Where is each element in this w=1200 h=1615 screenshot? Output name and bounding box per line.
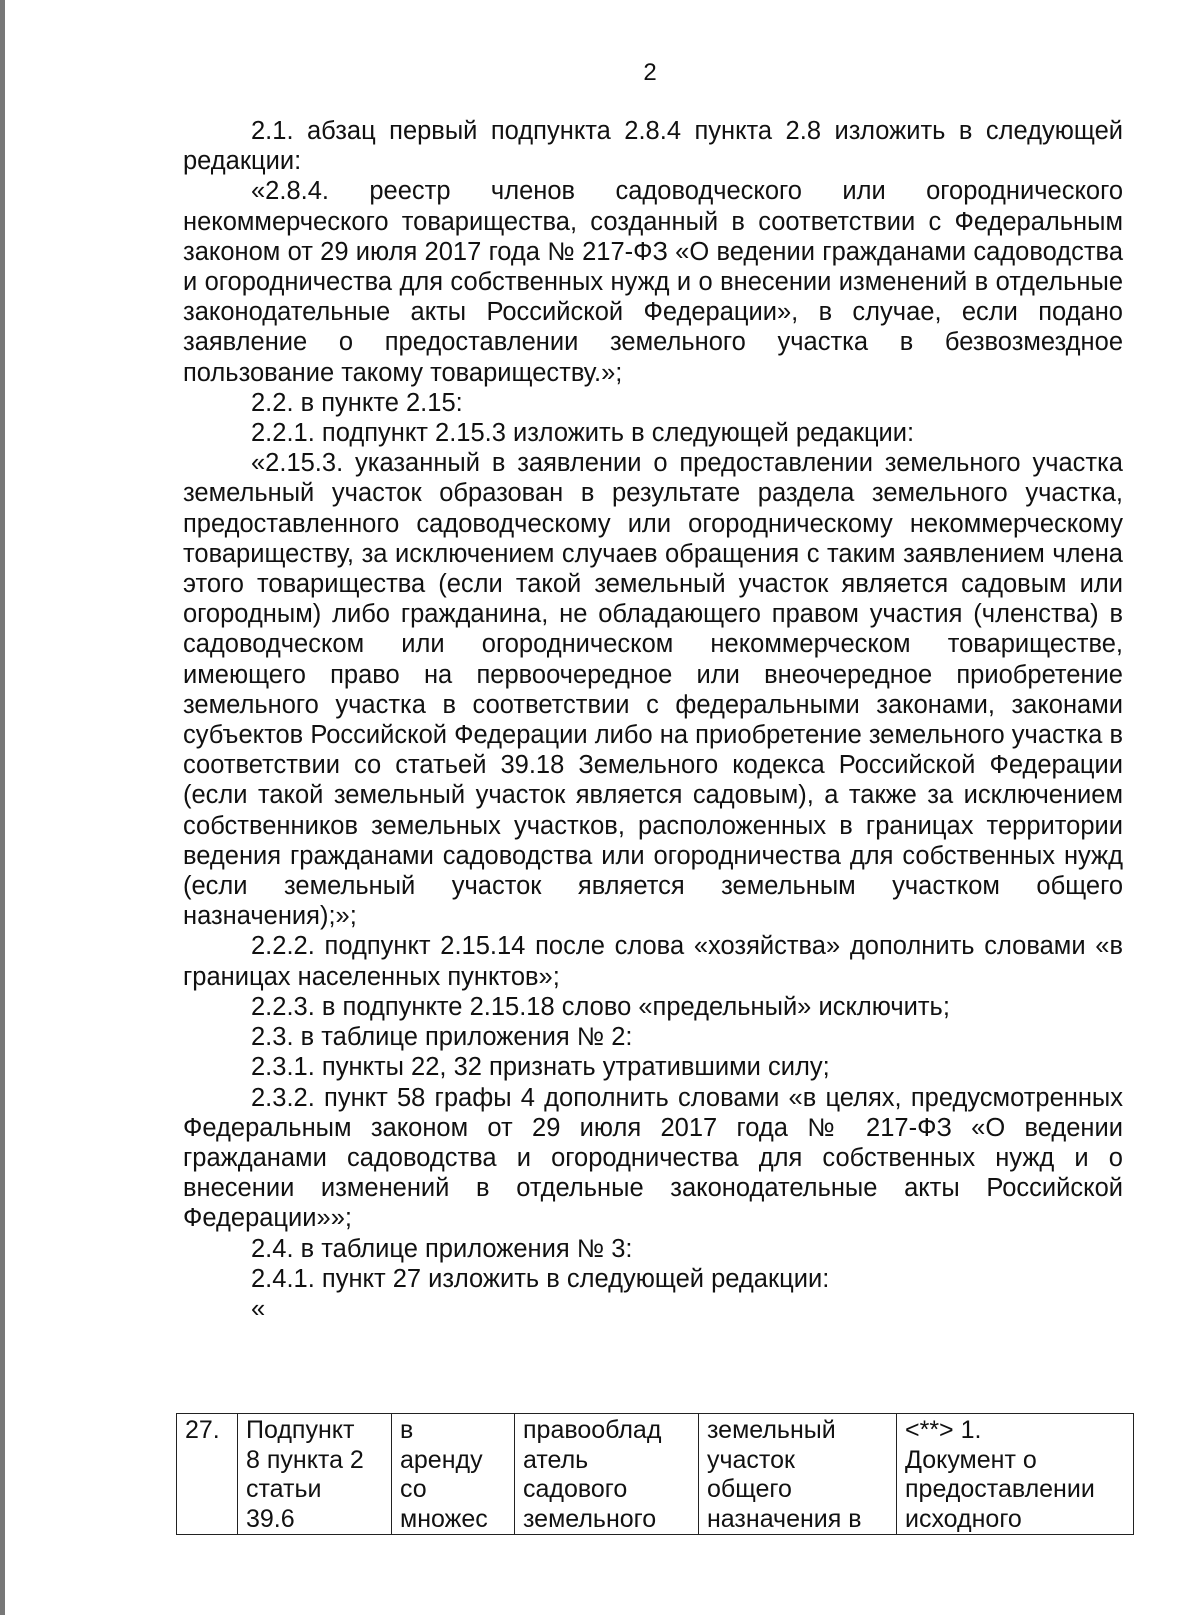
table-row: [177, 1414, 1134, 1535]
scan-edge: [0, 0, 5, 1615]
paragraph-2-2-3: 2.2.3. в подпункте 2.15.18 слово «предельный» исключить;: [251, 992, 950, 1021]
paragraph-2-8-4-quote: «2.8.4. реестр членов садоводческого или огороднического некоммерческого товарищества, созданный в соответствии с Федеральным законом от 29 июля 2017 года № 217-ФЗ «О ведении гражданами садоводства и огородничества для собственных нужд и о внесении изменений в отдельные законодательные акты Российской Федерации», в случае, если подано заявление о предоставлении земельного участка в безвозмездное пользование такому товариществу.»;: [183, 177, 1123, 387]
document-body: [183, 116, 1123, 1324]
paragraph-2-3-1: 2.3.1. пункты 22, 32 признать утратившими силу;: [251, 1053, 830, 1082]
paragraph-2-2-2: 2.2.2. подпункт 2.15.14 после слова «хозяйства» дополнить словами «в границах населенных пунктов»;: [183, 932, 1123, 991]
table-cell-applicant: правооблад атель садового земельного: [515, 1414, 699, 1535]
paragraph-2-1: 2.1. абзац первый подпункта 2.8.4 пункта 2.8 изложить в следующей редакции:: [183, 117, 1123, 176]
table-cell-number: 27.: [177, 1414, 238, 1535]
paragraph-2-4: 2.4. в таблице приложения № 3:: [251, 1234, 633, 1263]
table-cell-legal-basis: Подпункт 8 пункта 2 статьи 39.6: [238, 1414, 392, 1535]
table-cell-land-plot: земельный участок общего назначения в: [699, 1414, 897, 1535]
paragraph-2-4-1: 2.4.1. пункт 27 изложить в следующей редакции:: [251, 1264, 830, 1293]
page-number: 2: [643, 59, 657, 86]
paragraph-2-3-2: 2.3.2. пункт 58 графы 4 дополнить словами «в целях, предусмотренных Федеральным законом от 29 июля 2017 года № 217-ФЗ «О ведении гражданами садоводства и огородничества для собственных нужд и о внесении изменений в отдельные законодательные акты Российской Федерации»»;: [183, 1083, 1123, 1233]
quote-open-mark: «: [251, 1294, 266, 1323]
table-cell-documents: <**> 1. Документ о предоставлении исходного: [897, 1414, 1134, 1535]
paragraph-2-3: 2.3. в таблице приложения № 2:: [251, 1023, 633, 1052]
appendix-table: [176, 1413, 1134, 1535]
paragraph-2-15-3-quote: «2.15.3. указанный в заявлении о предоставлении земельного участка земельный участок образован в результате раздела земельного участка, предоставленного садоводческому или огородническому некоммерческому товариществу, за исключением случаев обращения с таким заявлением члена этого товарищества (если такой земельный участок является садовым или огородным) либо гражданина, не обладающего правом участия (членства) в садоводческом или огородническом некоммерческом товариществе, имеющего право на первоочередное или внеочередное приобретение земельного участка в соответствии с федеральными законами, законами субъектов Российской Федерации либо на приобретение земельного участка в соответствии со статьей 39.18 Земельного кодекса Российской Федерации (если такой земельный участок является садовым), а также за исключением собственников земельных участков, расположенных в границах территории ведения гражданами садоводства или огородничества для собственных нужд (если земельный участок является земельным участком общего назначения);»;: [183, 449, 1123, 931]
paragraph-2-2: 2.2. в пункте 2.15:: [251, 388, 463, 417]
paragraph-2-2-1: 2.2.1. подпункт 2.15.3 изложить в следующей редакции:: [251, 419, 915, 448]
table-cell-right-type: в аренду со множес: [392, 1414, 515, 1535]
